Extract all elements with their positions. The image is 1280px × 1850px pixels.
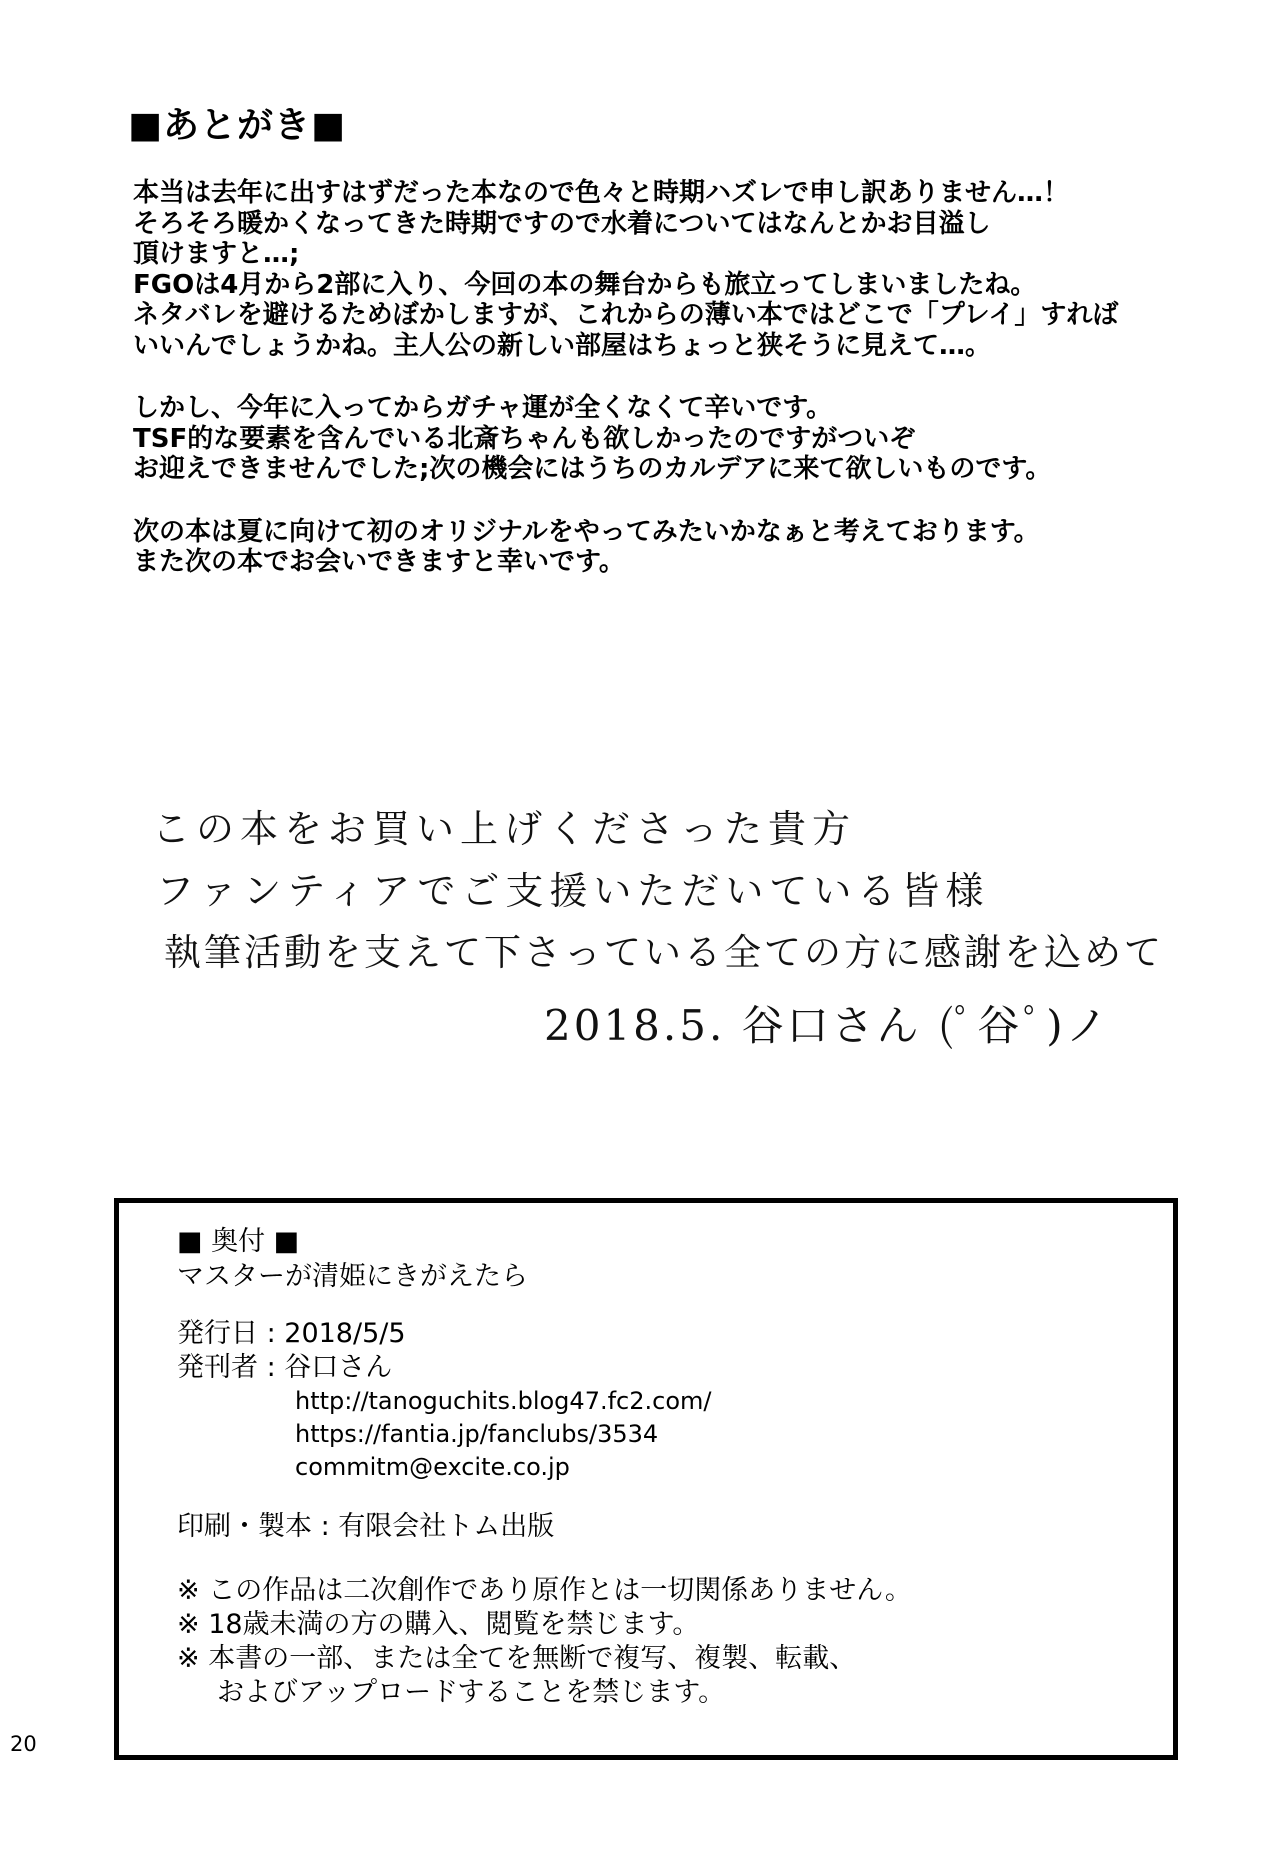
colophon-box [114, 1198, 1178, 1760]
colophon-heading: ■ 奥付 ■ [177, 1226, 300, 1257]
page-number: 20 [10, 1732, 37, 1756]
afterword-paragraph-2 [133, 393, 1163, 485]
afterword-line: 頂けますと…; [133, 239, 300, 269]
disclaimer-note: ※ この作品は二次創作であり原作とは一切関係ありません。 [177, 1575, 912, 1606]
afterword-paragraph-3 [133, 517, 1163, 578]
disclaimer-note: ※ 18歳未満の方の購入、閲覧を禁じます。 [177, 1609, 700, 1640]
afterword-line: 本当は去年に出すはずだった本なので色々と時期ハズレで申し訳ありません…！ [133, 178, 1070, 208]
blog-url: http://tanoguchits.blog47.fc2.com/ [295, 1387, 712, 1415]
publisher: 発刊者 : 谷口さん [177, 1352, 393, 1383]
handwritten-line: この本をお買い上げくださった貴方 [152, 807, 857, 851]
handwritten-line: ファンティアでご支援いただいている皆様 [156, 869, 990, 913]
afterword-line: TSF的な要素を含んでいる北斎ちゃんも欲しかったのですがついぞ [133, 423, 916, 454]
afterword-line: そろそろ暖かくなってきた時期ですので水着についてはなんとかお目溢し [133, 208, 991, 239]
issue-date: 発行日 : 2018/5/5 [177, 1318, 406, 1349]
afterword-line: お迎えできませんでした;次の機会にはうちのカルデアに来て欲しいものです。 [133, 454, 1052, 484]
afterword-heading: ■あとがき■ [128, 105, 347, 146]
contact-email: commitm@excite.co.jp [295, 1453, 570, 1481]
afterword-paragraph-1 [133, 178, 1163, 361]
handwritten-signature: 2018.5. 谷口さん (ﾟ谷ﾟ)ノ [544, 1001, 1111, 1050]
handwritten-message [152, 800, 1164, 1056]
disclaimer-note: ※ 本書の一部、または全てを無断で複写、複製、転載、 [177, 1643, 857, 1674]
afterword-line: ネタバレを避けるためぼかしますが、これからの薄い本ではどこで「プレイ」すれば [133, 300, 1119, 330]
fantia-url: https://fantia.jp/fanclubs/3534 [295, 1420, 659, 1448]
afterword-line: また次の本でお会いできますと幸いです。 [133, 547, 625, 577]
afterword-line: 次の本は夏に向けて初のオリジナルをやってみたいかなぁと考えております。 [133, 516, 1040, 547]
afterword-line: いいんでしょうかね。主人公の新しい部屋はちょっと狭そうに見えて…。 [133, 330, 992, 361]
afterword-body [133, 178, 1163, 610]
afterword-line: しかし、今年に入ってからガチャ運が全くなくて辛いです。 [133, 393, 833, 423]
handwritten-line: 執筆活動を支えて下さっている全ての方に感謝を込めて [164, 931, 1164, 974]
printing-info: 印刷・製本 : 有限会社トム出版 [177, 1511, 555, 1542]
disclaimer-note-continuation: およびアップロードすることを禁じます。 [217, 1677, 726, 1708]
book-title: マスターが清姫にきがえたら [177, 1261, 528, 1292]
afterword-line: FGOは4月から2部に入り、今回の本の舞台からも旅立ってしまいましたね。 [133, 269, 1037, 300]
colophon-content [177, 1225, 1153, 1710]
